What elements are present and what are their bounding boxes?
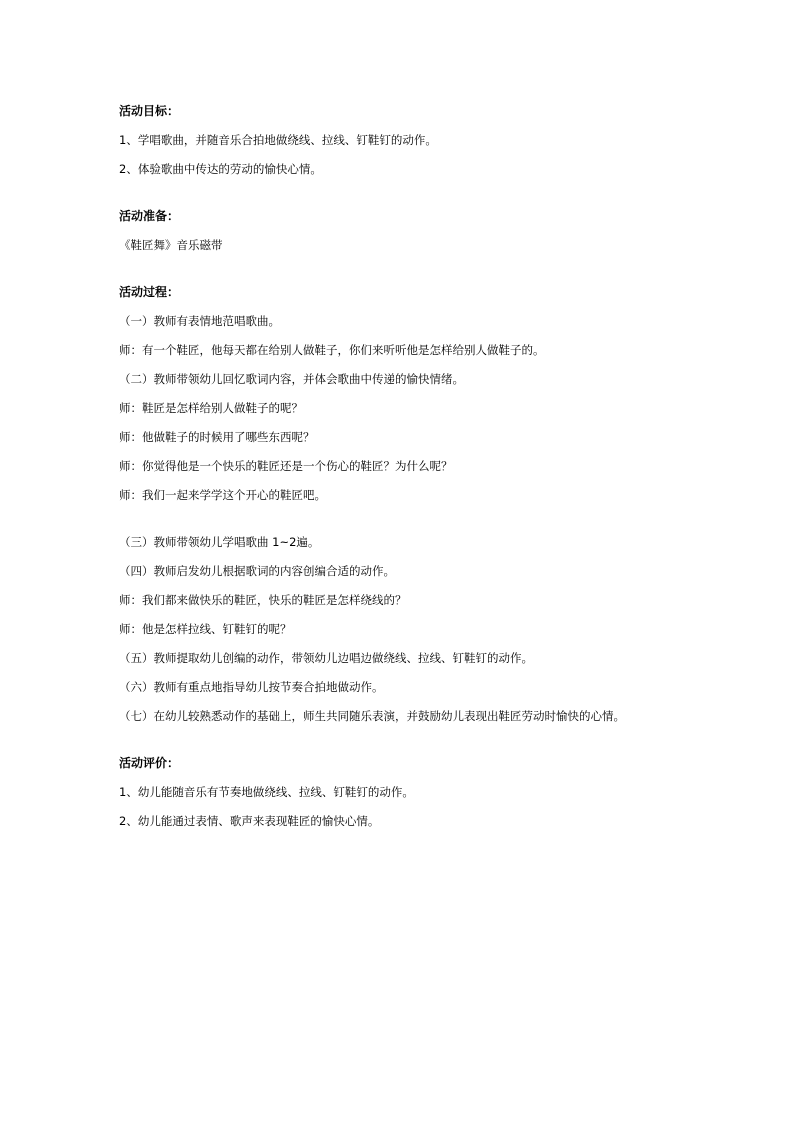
process-line-13: （六）教师有重点地指导幼儿按节奏合拍地做动作。 (119, 680, 384, 694)
goals-line-2: 2、体验歌曲中传达的劳动的愉快心情。 (119, 162, 322, 176)
process-line-12: （五）教师提取幼儿创编的动作，带领幼儿边唱边做绕线、拉线、钉鞋钉的动作。 (119, 651, 533, 665)
document-content (119, 101, 679, 840)
evaluation-heading: 活动评价： (119, 756, 180, 770)
process-line-14: （七）在幼儿较熟悉动作的基础上，师生共同随乐表演，并鼓励幼儿表现出鞋匠劳动时愉快的心情。 (119, 709, 625, 723)
process-line-10: 师：我们都来做快乐的鞋匠，快乐的鞋匠是怎样绕线的？ (119, 593, 407, 607)
evaluation-line-1: 1、幼儿能随音乐有节奏地做绕线、拉线、钉鞋钉的动作。 (119, 785, 414, 799)
section-gap (119, 188, 679, 206)
process-line-9: （四）教师启发幼儿根据歌词的内容创编合适的动作。 (119, 564, 395, 578)
process-line-1: （一）教师有表情地范唱歌曲。 (119, 314, 280, 328)
goals-heading: 活动目标： (119, 104, 180, 118)
process-line-7: 师：我们一起来学学这个开心的鞋匠吧。 (119, 488, 326, 502)
process-line-11: 师：他是怎样拉线、钉鞋钉的呢？ (119, 622, 292, 636)
evaluation-line-2: 2、幼儿能通过表情、歌声来表现鞋匠的愉快心情。 (119, 814, 380, 828)
process-line-5: 师：他做鞋子的时候用了哪些东西呢？ (119, 430, 315, 444)
process-line-3: （二）教师带领幼儿回忆歌词内容，并体会歌曲中传递的愉快情绪。 (119, 372, 464, 386)
preparation-heading: 活动准备： (119, 209, 180, 223)
preparation-line-1: 《鞋匠舞》音乐磁带 (119, 238, 223, 252)
section-gap (119, 514, 679, 532)
process-line-2: 师：有一个鞋匠，他每天都在给别人做鞋子，你们来听听他是怎样给别人做鞋子的。 (119, 343, 545, 357)
goals-line-1: 1、学唱歌曲，并随音乐合拍地做绕线、拉线、钉鞋钉的动作。 (119, 133, 437, 147)
section-gap (119, 264, 679, 282)
process-line-8: （三）教师带领幼儿学唱歌曲 1~2遍。 (119, 535, 320, 549)
process-line-6: 师：你觉得他是一个快乐的鞋匠还是一个伤心的鞋匠？为什么呢？ (119, 459, 453, 473)
section-gap (119, 735, 679, 753)
process-line-4: 师：鞋匠是怎样给别人做鞋子的呢？ (119, 401, 303, 415)
process-heading: 活动过程： (119, 285, 180, 299)
